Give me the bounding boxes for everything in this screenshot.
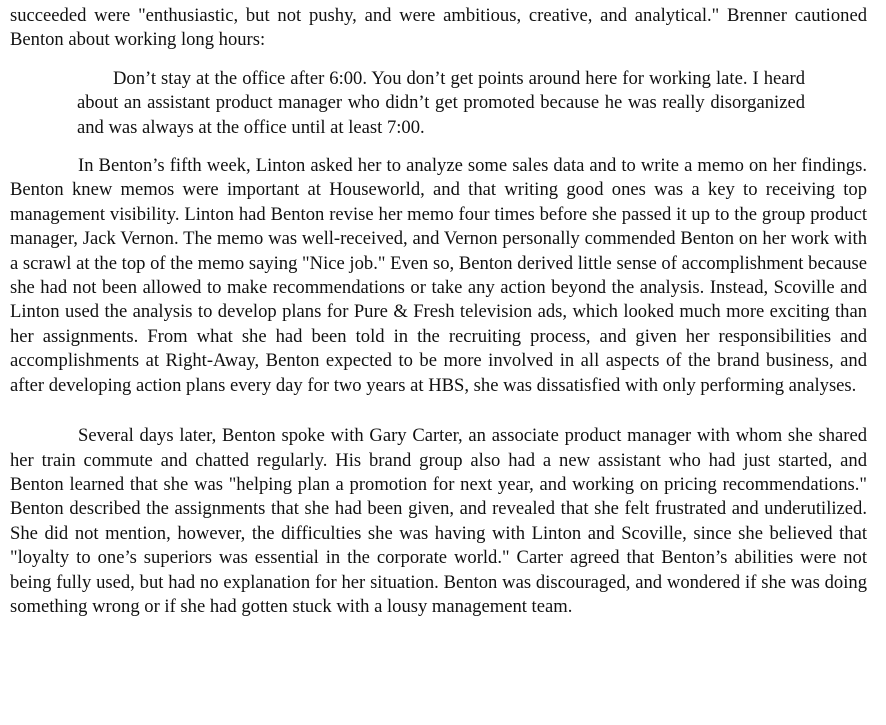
paragraph-spacer	[10, 53, 867, 67]
block-quote: Don’t stay at the office after 6:00. You don’t get points around here for working late. I heard about an assistant product manager who didn’t get promoted because he was really disorganized and was always at the office until at least 7:00.	[77, 67, 805, 138]
paragraph-spacer	[10, 140, 867, 154]
paragraph-intro: succeeded were "enthusiastic, but not pushy, and were ambitious, creative, and analytical." Brenner cautioned Benton about working long hours:	[10, 5, 867, 51]
paragraph-several-days-later: Several days later, Benton spoke with Gary Carter, an associate product manager with whom she shared her train commute and chatted regularly. His brand group also had a new assistant who had just started, and Benton learned that she was "helping plan a promotion for next year, and working on pricing recommendations." Benton described the assignments that she had been given, and revealed that she felt frustrated and underutilized. She did not mention, however, the difficulties she was having with Linton and Scoville, since she believed that "loyalty to one’s superiors was essential in the corporate world." Carter agreed that Benton’s abilities were not being fully used, but had no explanation for her situation. Benton was discouraged, and wondered if she was doing something wrong or if she had gotten stuck with a lousy management team.	[10, 425, 867, 617]
paragraph-fifth-week: In Benton’s fifth week, Linton asked her to analyze some sales data and to write a memo on her findings. Benton knew memos were important at Houseworld, and that writing good ones was a key to receiving top management visibility. Linton had Benton revise her memo four times before she passed it up to the group product manager, Jack Vernon. The memo was well-received, and Vernon personally commended Benton on her work with a scrawl at the top of the memo saying "Nice job." Even so, Benton derived little sense of accomplishment because she had not been allowed to make recommendations or take any action beyond the analysis. Instead, Scoville and Linton used the analysis to develop plans for Pure & Fresh television ads, which looked much more exciting than her assignments. From what she had been told in the recruiting process, and given her responsibilities and accomplishments at Right-Away, Benton expected to be more involved in all aspects of the brand business, and after developing action plans every day for two years at HBS, she was dissatisfied with only performing analyses.	[10, 155, 867, 396]
paragraph-spacer	[10, 398, 867, 424]
document-page	[10, 4, 867, 619]
